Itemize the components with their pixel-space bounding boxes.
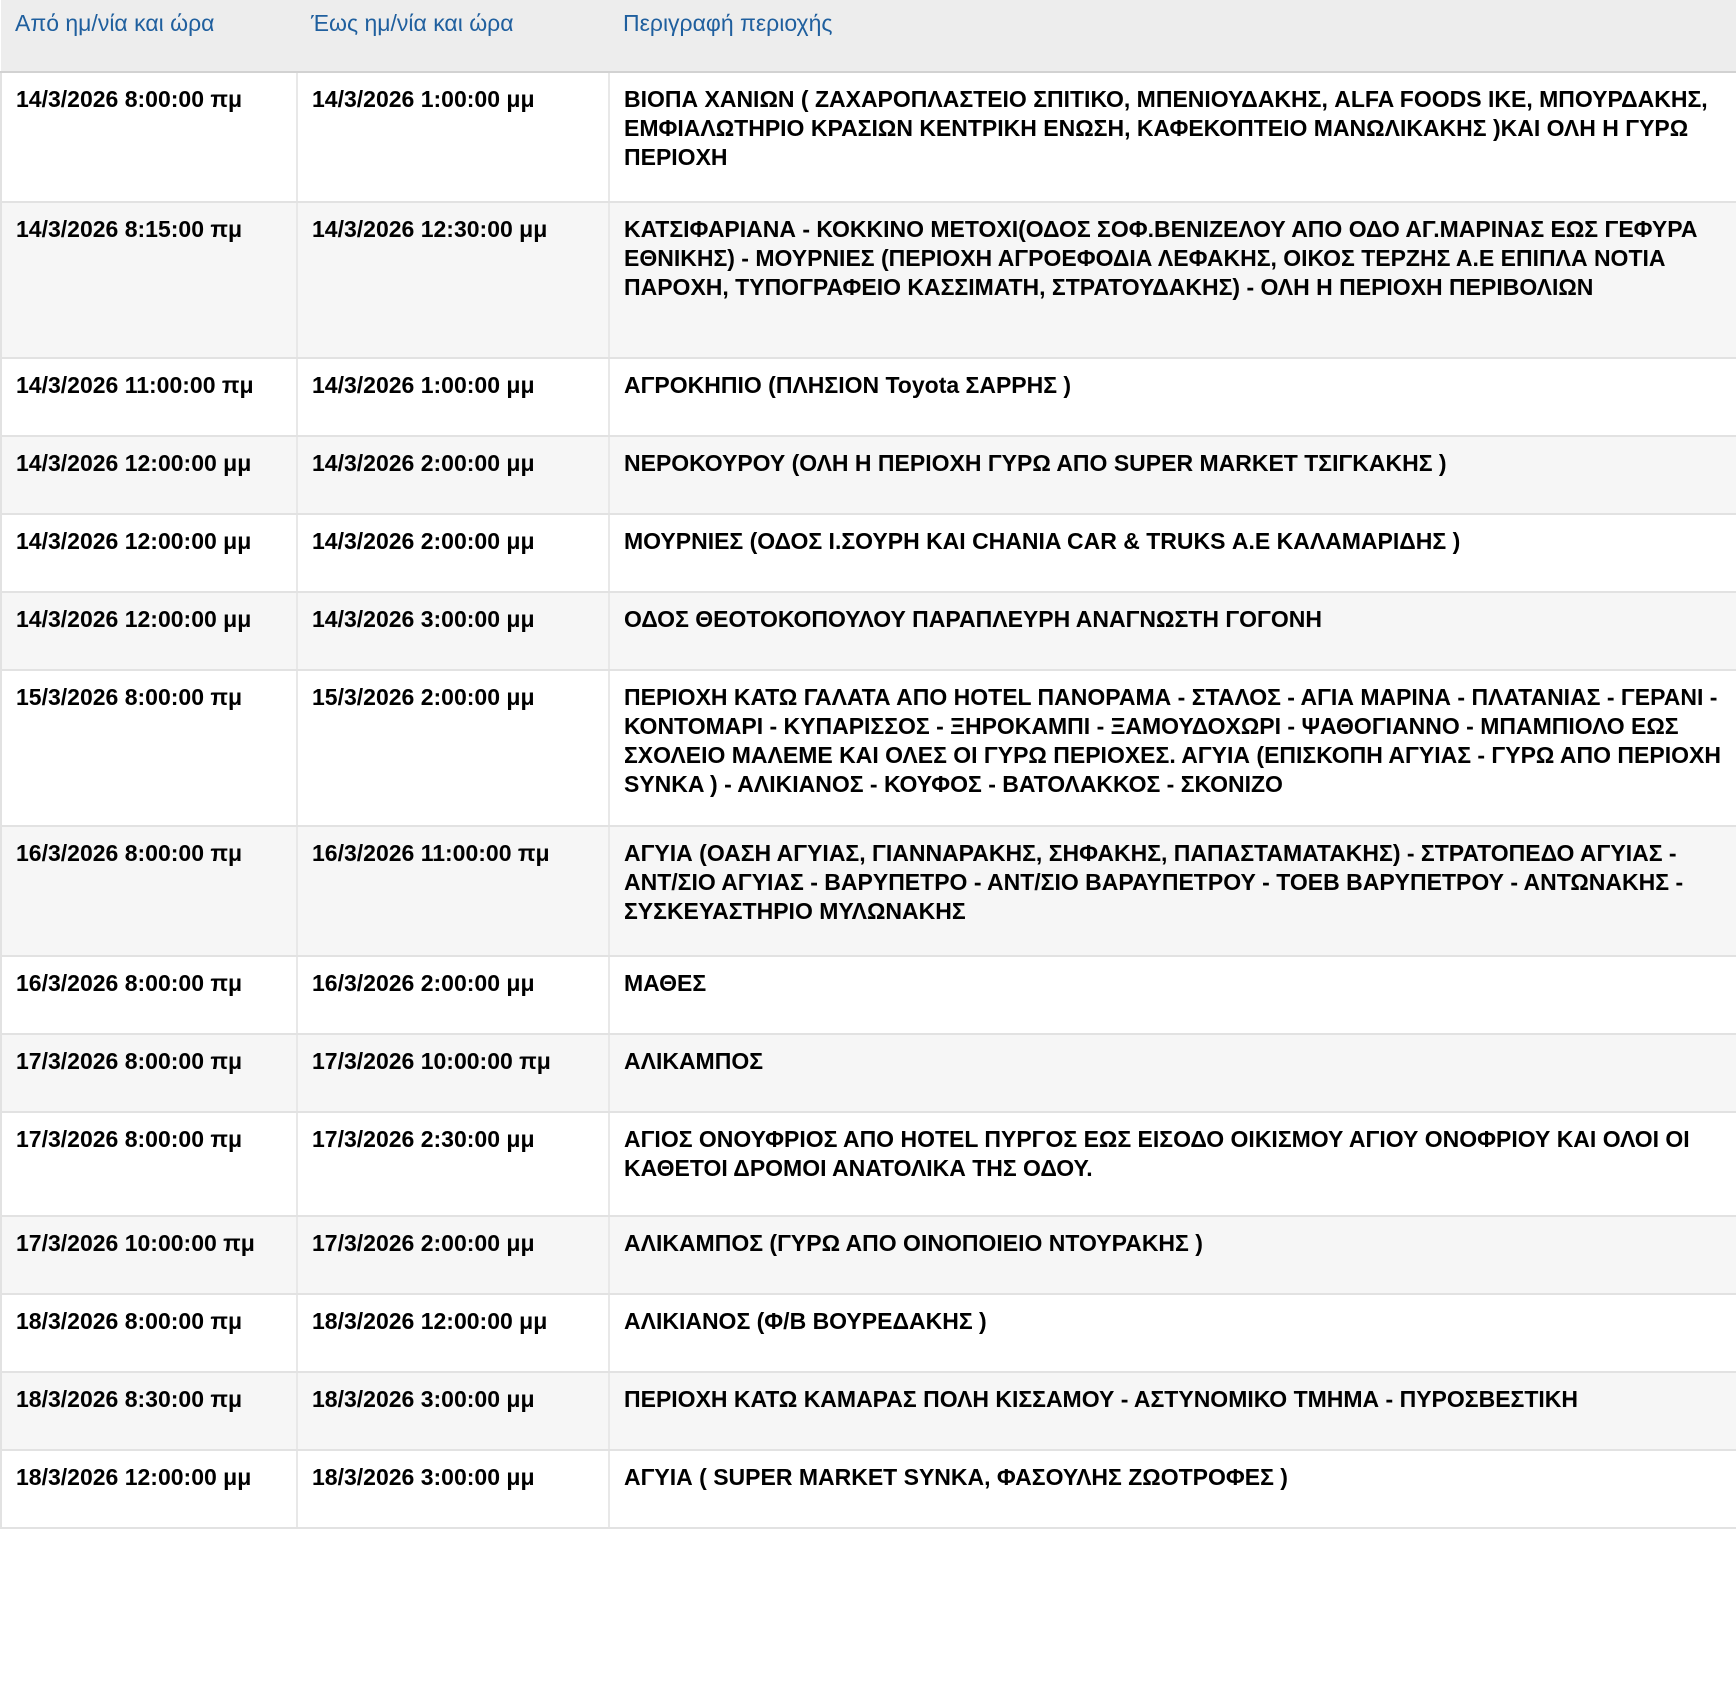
cell-area-description: ΝΕΡΟΚΟΥΡΟΥ (ΟΛΗ Η ΠΕΡΙΟΧΗ ΓΥΡΩ ΑΠΟ SUPER MARKET ΤΣΙΓΚΑΚΗΣ ) xyxy=(609,436,1736,514)
cell-area-description: ΜΟΥΡΝΙΕΣ (ΟΔΟΣ Ι.ΣΟΥΡΗ ΚΑΙ CHANIA CAR & TRUKS Α.Ε ΚΑΛΑΜΑΡΙΔΗΣ ) xyxy=(609,514,1736,592)
cell-to-datetime: 14/3/2026 12:30:00 μμ xyxy=(297,202,609,358)
cell-to-datetime: 18/3/2026 3:00:00 μμ xyxy=(297,1372,609,1450)
cell-from-datetime: 18/3/2026 8:00:00 πμ xyxy=(1,1294,297,1372)
cell-to-datetime: 14/3/2026 2:00:00 μμ xyxy=(297,514,609,592)
cell-to-datetime: 14/3/2026 1:00:00 μμ xyxy=(297,72,609,202)
table-row xyxy=(1,358,1736,436)
table-row xyxy=(1,1450,1736,1528)
cell-from-datetime: 14/3/2026 12:00:00 μμ xyxy=(1,436,297,514)
table-row xyxy=(1,72,1736,202)
cell-from-datetime: 17/3/2026 8:00:00 πμ xyxy=(1,1112,297,1216)
cell-area-description: ΜΑΘΕΣ xyxy=(609,956,1736,1034)
cell-to-datetime: 14/3/2026 1:00:00 μμ xyxy=(297,358,609,436)
cell-to-datetime: 14/3/2026 3:00:00 μμ xyxy=(297,592,609,670)
cell-area-description: ΒΙΟΠΑ ΧΑΝΙΩΝ ( ΖΑΧΑΡΟΠΛΑΣΤΕΙΟ ΣΠΙΤΙΚΟ, ΜΠΕΝΙΟΥΔΑΚΗΣ, ALFA FOODS IKE, ΜΠΟΥΡΔΑΚΗΣ, ΕΜΦΙΑΛΩΤΗΡΙΟ ΚΡΑΣΙΩΝ ΚΕΝΤΡΙΚΗ ΕΝΩΣΗ, ΚΑΦΕΚΟΠΤΕΙΟ ΜΑΝΩΛΙΚΑΚΗΣ )ΚΑΙ ΟΛΗ Η ΓΥΡΩ ΠΕΡΙΟΧΗ xyxy=(609,72,1736,202)
cell-area-description: ΑΓΥΙΑ (ΟΑΣΗ ΑΓΥΙΑΣ, ΓΙΑΝΝΑΡΑΚΗΣ, ΣΗΦΑΚΗΣ, ΠΑΠΑΣΤΑΜΑΤΑΚΗΣ) - ΣΤΡΑΤΟΠΕΔΟ ΑΓΥΙΑΣ - ΑΝΤ/ΣΙΟ ΑΓΥΙΑΣ - ΒΑΡΥΠΕΤΡΟ - ΑΝΤ/ΣΙΟ ΒΑΡΑΥΠΕΤΡΟΥ - ΤΟΕΒ ΒΑΡΥΠΕΤΡΟΥ - ΑΝΤΩΝΑΚΗΣ - ΣΥΣΚΕΥΑΣΤΗΡΙΟ ΜΥΛΩΝΑΚΗΣ xyxy=(609,826,1736,956)
cell-to-datetime: 18/3/2026 3:00:00 μμ xyxy=(297,1450,609,1528)
cell-to-datetime: 14/3/2026 2:00:00 μμ xyxy=(297,436,609,514)
table-body xyxy=(1,72,1736,1528)
cell-to-datetime: 16/3/2026 11:00:00 πμ xyxy=(297,826,609,956)
cell-area-description: ΚΑΤΣΙΦΑΡΙΑΝΑ - ΚΟΚΚΙΝΟ ΜΕΤΟΧΙ(ΟΔΟΣ ΣΟΦ.ΒΕΝΙΖΕΛΟΥ ΑΠΟ ΟΔΟ ΑΓ.ΜΑΡΙΝΑΣ ΕΩΣ ΓΕΦΥΡΑ ΕΘΝΙΚΗΣ) - ΜΟΥΡΝΙΕΣ (ΠΕΡΙΟΧΗ ΑΓΡΟΕΦΟΔΙΑ ΛΕΦΑΚΗΣ, ΟΙΚΟΣ ΤΕΡΖΗΣ Α.Ε ΕΠΙΠΛΑ ΝΟΤΙΑ ΠΑΡΟΧΗ, ΤΥΠΟΓΡΑΦΕΙΟ ΚΑΣΣΙΜΑΤΗ, ΣΤΡΑΤΟΥΔΑΚΗΣ) - ΟΛΗ Η ΠΕΡΙΟΧΗ ΠΕΡΙΒΟΛΙΩΝ xyxy=(609,202,1736,358)
table-row xyxy=(1,826,1736,956)
table-row xyxy=(1,1294,1736,1372)
cell-from-datetime: 17/3/2026 8:00:00 πμ xyxy=(1,1034,297,1112)
cell-from-datetime: 14/3/2026 12:00:00 μμ xyxy=(1,514,297,592)
table-row xyxy=(1,514,1736,592)
table-row xyxy=(1,1034,1736,1112)
cell-area-description: ΠΕΡΙΟΧΗ ΚΑΤΩ ΓΑΛΑΤΑ ΑΠΟ HOTEL ΠΑΝΟΡΑΜΑ - ΣΤΑΛΟΣ - ΑΓΙΑ ΜΑΡΙΝΑ - ΠΛΑΤΑΝΙΑΣ - ΓΕΡΑΝΙ - ΚΟΝΤΟΜΑΡΙ - ΚΥΠΑΡΙΣΣΟΣ - ΞΗΡΟΚΑΜΠΙ - ΞΑΜΟΥΔΟΧΩΡΙ - ΨΑΘΟΓΙΑΝΝΟ - ΜΠΑΜΠΙΟΛΟ ΕΩΣ ΣΧΟΛΕΙΟ ΜΑΛΕΜΕ ΚΑΙ ΟΛΕΣ ΟΙ ΓΥΡΩ ΠΕΡΙΟΧΕΣ. ΑΓΥΙΑ (ΕΠΙΣΚΟΠΗ ΑΓΥΙΑΣ - ΓΥΡΩ ΑΠΟ ΠΕΡΙΟΧΗ SYNKA ) - ΑΛΙΚΙΑΝΟΣ - ΚΟΥΦΟΣ - ΒΑΤΟΛΑΚΚΟΣ - ΣΚΟΝΙΖΟ xyxy=(609,670,1736,826)
cell-area-description: ΑΛΙΚΑΜΠΟΣ xyxy=(609,1034,1736,1112)
table-row xyxy=(1,956,1736,1034)
cell-from-datetime: 17/3/2026 10:00:00 πμ xyxy=(1,1216,297,1294)
cell-to-datetime: 15/3/2026 2:00:00 μμ xyxy=(297,670,609,826)
column-header-area[interactable]: Περιγραφή περιοχής xyxy=(609,0,1736,72)
column-header-to[interactable]: Έως ημ/νία και ώρα xyxy=(297,0,609,72)
cell-area-description: ΑΓΥΙΑ ( SUPER MARKET SYNKA, ΦΑΣΟΥΛΗΣ ΖΩΟΤΡΟΦΕΣ ) xyxy=(609,1450,1736,1528)
table-row xyxy=(1,1372,1736,1450)
cell-from-datetime: 16/3/2026 8:00:00 πμ xyxy=(1,826,297,956)
cell-to-datetime: 17/3/2026 2:30:00 μμ xyxy=(297,1112,609,1216)
cell-area-description: ΠΕΡΙΟΧΗ ΚΑΤΩ ΚΑΜΑΡΑΣ ΠΟΛΗ ΚΙΣΣΑΜΟΥ - ΑΣΤΥΝΟΜΙΚΟ ΤΜΗΜΑ - ΠΥΡΟΣΒΕΣΤΙΚΗ xyxy=(609,1372,1736,1450)
table-row xyxy=(1,1216,1736,1294)
cell-from-datetime: 14/3/2026 8:15:00 πμ xyxy=(1,202,297,358)
table-row xyxy=(1,670,1736,826)
table-row xyxy=(1,436,1736,514)
column-header-from[interactable]: Από ημ/νία και ώρα xyxy=(1,0,297,72)
cell-area-description: ΑΛΙΚΑΜΠΟΣ (ΓΥΡΩ ΑΠΟ ΟΙΝΟΠΟΙΕΙΟ ΝΤΟΥΡΑΚΗΣ ) xyxy=(609,1216,1736,1294)
cell-from-datetime: 15/3/2026 8:00:00 πμ xyxy=(1,670,297,826)
cell-to-datetime: 17/3/2026 10:00:00 πμ xyxy=(297,1034,609,1112)
table-row xyxy=(1,202,1736,358)
cell-to-datetime: 18/3/2026 12:00:00 μμ xyxy=(297,1294,609,1372)
header-row xyxy=(1,0,1736,72)
cell-area-description: ΑΛΙΚΙΑΝΟΣ (Φ/Β ΒΟΥΡΕΔΑΚΗΣ ) xyxy=(609,1294,1736,1372)
cell-from-datetime: 14/3/2026 11:00:00 πμ xyxy=(1,358,297,436)
cell-area-description: ΑΓΡΟΚΗΠΙΟ (ΠΛΗΣΙΟΝ Toyota ΣΑΡΡΗΣ ) xyxy=(609,358,1736,436)
cell-area-description: ΑΓΙΟΣ ΟΝΟΥΦΡΙΟΣ ΑΠΟ HOTEL ΠΥΡΓΟΣ ΕΩΣ ΕΙΣΟΔΟ ΟΙΚΙΣΜΟΥ ΑΓΙΟΥ ΟΝΟΦΡΙΟΥ ΚΑΙ ΟΛΟΙ ΟΙ ΚΑΘΕΤΟΙ ΔΡΟΜΟΙ ΑΝΑΤΟΛΙΚΑ ΤΗΣ ΟΔΟΥ. xyxy=(609,1112,1736,1216)
cell-from-datetime: 16/3/2026 8:00:00 πμ xyxy=(1,956,297,1034)
table-row xyxy=(1,1112,1736,1216)
table-row xyxy=(1,592,1736,670)
cell-to-datetime: 16/3/2026 2:00:00 μμ xyxy=(297,956,609,1034)
cell-from-datetime: 14/3/2026 8:00:00 πμ xyxy=(1,72,297,202)
cell-from-datetime: 18/3/2026 8:30:00 πμ xyxy=(1,1372,297,1450)
cell-to-datetime: 17/3/2026 2:00:00 μμ xyxy=(297,1216,609,1294)
cell-from-datetime: 14/3/2026 12:00:00 μμ xyxy=(1,592,297,670)
cell-from-datetime: 18/3/2026 12:00:00 μμ xyxy=(1,1450,297,1528)
table-header xyxy=(1,0,1736,72)
cell-area-description: ΟΔΟΣ ΘΕΟΤΟΚΟΠΟΥΛΟΥ ΠΑΡΑΠΛΕΥΡΗ ΑΝΑΓΝΩΣΤΗ ΓΟΓΟΝΗ xyxy=(609,592,1736,670)
